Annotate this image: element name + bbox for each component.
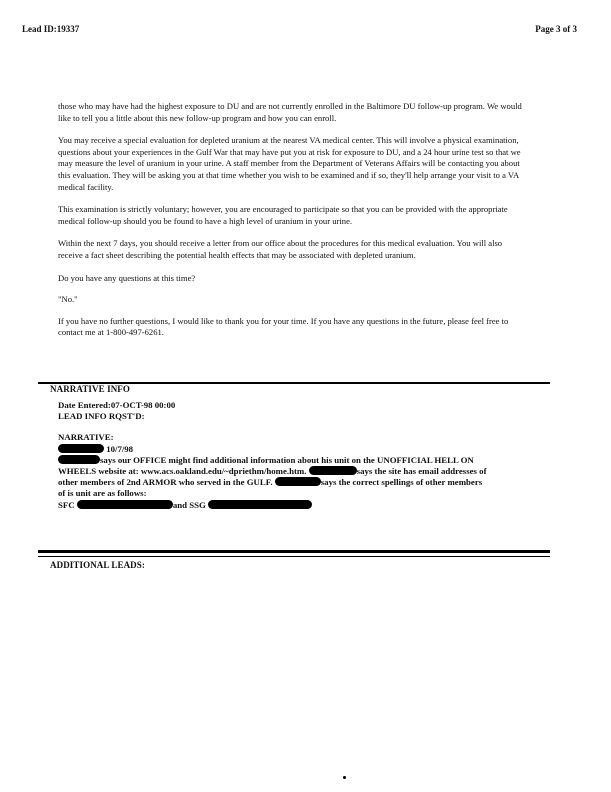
redaction-mark [309,466,357,475]
section-divider [38,550,550,553]
narrative-line-3a: other members of 2nd ARMOR who served in the GULF. [58,477,273,488]
narrative-line-1: says our OFFICE might find additional information about his unit on the UNOFFICIAL HELL ON [100,454,474,465]
paragraph-3: This examination is strictly voluntary; however, you are encouraged to participate so that you can be provided with the appropriate medical follow-up should you be found to have a high level of uranium in your urine. [58,204,508,226]
additional-leads-title: ADDITIONAL LEADS: [50,560,145,570]
paragraph-4: Within the next 7 days, you should receive a letter from our office about the procedures for this medical evaluation. You will also receive a fact sheet describing the potential health effects that may be associated with depleted uranium. [58,238,503,260]
narrative-line-2a: WHEELS website at: www.acs.oakland.edu/~dpriethm/home.htm. [58,466,307,477]
narrative-line-4: of is unit are as follows: [58,488,147,499]
paragraph-1: those who may have had the highest exposure to DU and are not currently enrolled in the Baltimore DU follow-up program. We would like to tell you a little about this new follow-up program and how you can enroll. [58,101,522,123]
redaction-mark [208,500,312,509]
paragraph-7: If you have no further questions, I would like to thank you for your time. If you have any questions in the future, please feel free to contact me at 1-800-497-6261. [58,315,509,338]
lead-id: Lead ID:19337 [22,24,80,34]
narrative-line-2b: says the site has email addresses of [356,466,487,477]
lead-info-rqstd: LEAD INFO RQST'D: [58,411,145,422]
narrative-date: 10/7/98 [106,443,134,454]
narrative-line-5a: SFC [58,499,75,510]
stray-mark [343,776,346,779]
narrative-line-3b: says the correct spellings of other members [320,477,483,488]
paragraph-2: You may receive a special evaluation for depleted uranium at the nearest VA medical center. This will involve a physical examination, questions about your experiences in the Gulf War that may have put you at risk for exposure to DU, and a 24 hour urine test so that we may measure the level of uranium in your urine. A staff member from the Department of Veterans Affairs will be contacting you about this evaluation. They will be asking you at that time whether you wish to be examined and if so, they'll help arrange your visit to a VA medical facility. [58,135,521,192]
section-divider [38,556,550,557]
paragraph-6: "No." [58,294,78,305]
redaction-mark [275,477,321,486]
narrative-label: NARRATIVE: [58,432,114,443]
date-entered: Date Entered:07-OCT-98 00:00 [58,400,176,410]
page-number: Page 3 of 3 [535,24,577,34]
narrative-info-title: NARRATIVE INFO [50,384,130,394]
narrative-block [58,400,528,511]
narrative-line-5b: and SSG [172,499,206,510]
redaction-mark [58,455,100,464]
redaction-mark [77,500,173,509]
paragraph-5: Do you have any questions at this time? [58,272,196,283]
redaction-mark [58,444,104,453]
letter-body [58,101,528,350]
